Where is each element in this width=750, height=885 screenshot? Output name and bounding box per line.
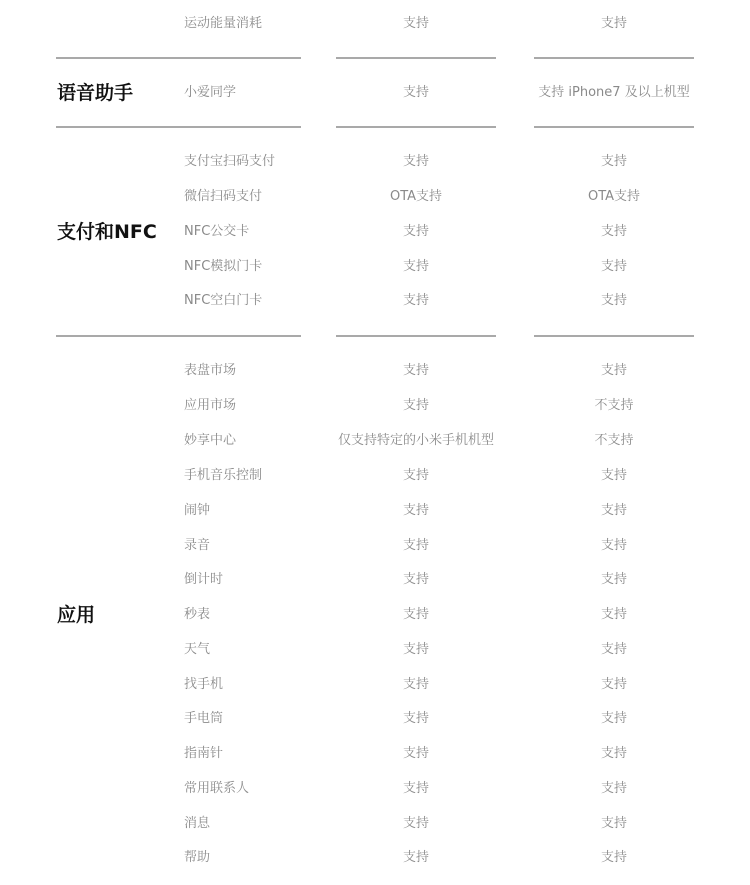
feature-name: 妙享中心	[184, 433, 237, 448]
support-value-col2: 支持	[600, 850, 627, 865]
section-divider	[534, 126, 694, 128]
support-value-col1: 支持	[402, 711, 429, 726]
support-value-col1: 支持	[402, 538, 429, 553]
table-row	[0, 12, 750, 36]
support-value-col2: 支持	[600, 363, 627, 378]
support-value-col2: 支持	[600, 538, 627, 553]
support-value-col2: 支持	[600, 16, 627, 31]
feature-name: 表盘市场	[184, 363, 237, 378]
table-row	[0, 499, 750, 523]
feature-name: NFC空白门卡	[184, 293, 263, 308]
table-row	[0, 359, 750, 383]
table-row	[0, 185, 750, 209]
feature-name: 应用市场	[184, 398, 237, 413]
support-value-col1: 支持	[402, 816, 429, 831]
table-row	[0, 742, 750, 766]
support-value-col1: 支持	[402, 746, 429, 761]
table-row	[0, 603, 750, 627]
support-value-col1: OTA支持	[389, 189, 443, 204]
feature-name: 帮助	[184, 850, 211, 865]
support-value-col1: 支持	[402, 781, 429, 796]
feature-name: 录音	[184, 538, 211, 553]
support-value-col1: 支持	[402, 363, 429, 378]
support-value-col2: 支持	[600, 224, 627, 239]
table-row	[0, 568, 750, 592]
feature-name: 运动能量消耗	[184, 16, 263, 31]
category-voice-assistant: 语音助手	[57, 82, 134, 104]
support-value-col2: 不支持	[594, 433, 634, 448]
support-value-col2: 支持	[600, 572, 627, 587]
support-value-col2: OTA支持	[587, 189, 641, 204]
table-row	[0, 638, 750, 662]
support-value-col2: 支持	[600, 746, 627, 761]
feature-name: 消息	[184, 816, 211, 831]
support-value-col2: 支持	[600, 503, 627, 518]
feature-name: 天气	[184, 642, 211, 657]
support-value-col2: 支持	[600, 607, 627, 622]
table-row	[0, 220, 750, 244]
feature-name: 手电筒	[184, 711, 224, 726]
feature-name: 找手机	[184, 677, 224, 692]
support-value-col1: 支持	[402, 398, 429, 413]
feature-name: 秒表	[184, 607, 211, 622]
table-row	[0, 81, 750, 105]
table-row	[0, 394, 750, 418]
feature-name: 指南针	[184, 746, 224, 761]
feature-name: 常用联系人	[184, 781, 250, 796]
support-value-col2: 支持	[600, 154, 627, 169]
support-value-col1: 支持	[402, 293, 429, 308]
table-row	[0, 289, 750, 313]
feature-name: 闹钟	[184, 503, 211, 518]
support-value-col1: 支持	[402, 85, 429, 100]
support-value-col1: 支持	[402, 468, 429, 483]
support-value-col2: 支持	[600, 293, 627, 308]
support-value-col2: 不支持	[594, 398, 634, 413]
support-value-col1: 支持	[402, 677, 429, 692]
support-value-col2: 支持	[600, 642, 627, 657]
table-row	[0, 150, 750, 174]
table-row	[0, 812, 750, 836]
table-row	[0, 673, 750, 697]
table-row	[0, 429, 750, 453]
support-value-col1: 支持	[402, 503, 429, 518]
support-value-col2: 支持	[600, 468, 627, 483]
table-row	[0, 777, 750, 801]
support-value-col2: 支持	[600, 677, 627, 692]
section-divider	[56, 335, 301, 337]
section-divider	[56, 57, 301, 59]
table-row	[0, 464, 750, 488]
section-divider	[534, 57, 694, 59]
feature-name: NFC模拟门卡	[184, 259, 263, 274]
feature-name: NFC公交卡	[184, 224, 250, 239]
support-value-col2: 支持	[600, 816, 627, 831]
table-row	[0, 846, 750, 870]
support-value-col1: 支持	[402, 16, 429, 31]
support-value-col1: 支持	[402, 259, 429, 274]
category-payment-nfc: 支付和NFC	[57, 221, 157, 243]
support-value-col1: 支持	[402, 154, 429, 169]
table-row	[0, 255, 750, 279]
support-value-col2: 支持	[600, 781, 627, 796]
support-value-col2: 支持 iPhone7 及以上机型	[538, 85, 690, 100]
support-value-col2: 支持	[600, 711, 627, 726]
feature-name: 支付宝扫码支付	[184, 154, 276, 169]
section-divider	[336, 57, 496, 59]
section-divider	[336, 126, 496, 128]
feature-name: 倒计时	[184, 572, 224, 587]
feature-name: 小爱同学	[184, 85, 237, 100]
support-value-col1: 支持	[402, 642, 429, 657]
category-apps: 应用	[57, 604, 96, 626]
support-value-col1: 支持	[402, 607, 429, 622]
support-value-col1: 支持	[402, 224, 429, 239]
section-divider	[56, 126, 301, 128]
table-row	[0, 707, 750, 731]
feature-name: 微信扫码支付	[184, 189, 263, 204]
section-divider	[534, 335, 694, 337]
section-divider	[336, 335, 496, 337]
feature-name: 手机音乐控制	[184, 468, 263, 483]
support-value-col1: 仅支持特定的小米手机机型	[337, 433, 494, 448]
table-row	[0, 534, 750, 558]
support-value-col1: 支持	[402, 850, 429, 865]
support-value-col2: 支持	[600, 259, 627, 274]
support-value-col1: 支持	[402, 572, 429, 587]
